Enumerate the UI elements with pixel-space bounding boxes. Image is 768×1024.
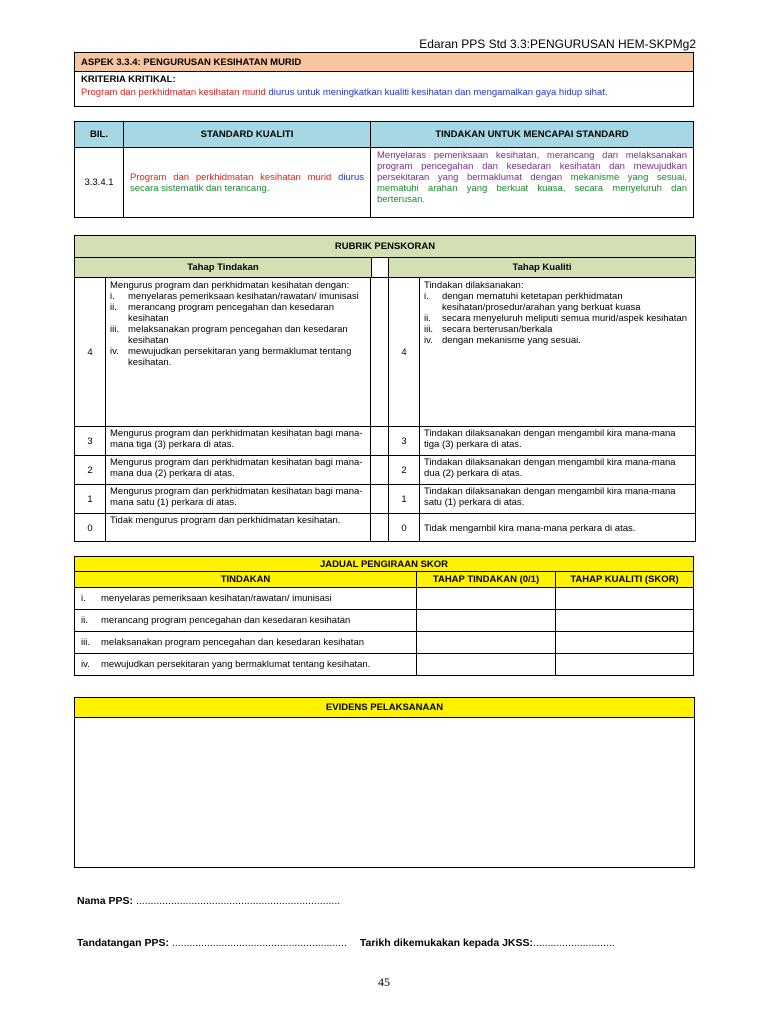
- table-row: [75, 654, 694, 676]
- rubrik-row-0: [75, 514, 695, 542]
- tarikh-field[interactable]: ............................: [533, 937, 615, 949]
- jadual-title: JADUAL PENGIRAAN SKOR: [75, 557, 694, 572]
- jadual-tindakan-cell: iv. mewujudkan persekitaran yang bermaklumat tentang kesihatan.: [75, 654, 417, 676]
- standard-tindakan: Menyelaras pemeriksaan kesihatan, merancang dan melaksanakan program pencegahan dan kesedaran kesihatan dan mewujudkan persekitaran yang bermaklumat dengan mekanisme yang sesuai, mematuhi arahan yang berkuat kuasa, secara menyeluruh dan berterusan.: [371, 148, 694, 218]
- rubrik-score: 4: [389, 278, 420, 426]
- tahap-tindakan-input[interactable]: [417, 610, 556, 632]
- document-header: Edaran PPS Std 3.3:PENGURUSAN HEM-SKPMg2: [419, 37, 696, 51]
- table-row: [75, 610, 694, 632]
- kriteria-label: KRITERIA KRITIKAL:: [81, 74, 176, 85]
- rubrik-row-3: [75, 427, 695, 456]
- col-standard-header: STANDARD KUALITI: [124, 122, 371, 148]
- tahap-tindakan-input[interactable]: [417, 632, 556, 654]
- standard-kualiti: Program dan perkhidmatan kesihatan murid diurus secara sistematik dan terancang.: [124, 148, 371, 218]
- list-item: i. dengan mematuhi ketetapan perkhidmatan kesihatan/prosedur/arahan yang berkuat kuasa: [424, 291, 641, 313]
- rubrik-left-header: Tahap Tindakan: [75, 258, 372, 277]
- col-tindakan-header: TINDAKAN UNTUK MENCAPAI STANDARD: [371, 122, 694, 148]
- kriteria-text: Program dan perkhidmatan kesihatan murid diurus untuk meningkatkan kualiti kesihatan dan mengamalkan gaya hidup sihat.: [81, 87, 608, 98]
- col-bil-header: BIL.: [75, 122, 124, 148]
- standard-bil: 3.3.4.1: [75, 148, 124, 218]
- list-item: iii. melaksanakan program pencegahan dan kesedaran kesihatan: [110, 324, 348, 346]
- rubrik-left-cell: Mengurus program dan perkhidmatan kesihatan bagi mana-mana tiga (3) perkara di atas.: [106, 427, 371, 455]
- rubrik-left-cell: Mengurus program dan perkhidmatan kesihatan dengan: i. menyelaras pemeriksaan kesihatan/rawatan/ imunisasi ii. merancang program pencegahan dan kesedaran kesihatan iii. melaksanakan program pencegahan dan kesedaran kesihatan iv. mewujudkan persekitaran yang bermaklumat tentang kesihatan.: [106, 278, 371, 426]
- jadual-header-tindakan: TINDAKAN: [75, 572, 417, 588]
- jadual-table: [74, 556, 694, 676]
- table-row: [75, 632, 694, 654]
- aspect-title: ASPEK 3.3.4: PENGURUSAN KESIHATAN MURID: [75, 53, 694, 72]
- kriteria-cell: [75, 72, 694, 107]
- list-item: ii. merancang program pencegahan dan kesedaran kesihatan: [110, 302, 334, 324]
- jadual-header-tahap-tindakan: TAHAP TINDAKAN (0/1): [417, 572, 556, 588]
- rubrik-left-cell: Mengurus program dan perkhidmatan kesihatan bagi mana-mana dua (2) perkara di atas.: [106, 456, 371, 484]
- rubrik-left-cell: Tidak mengurus program dan perkhidmatan kesihatan.: [106, 514, 371, 542]
- jadual-tindakan-cell: iii. melaksanakan program pencegahan dan kesedaran kesihatan: [75, 632, 417, 654]
- rubrik-score: 3: [75, 427, 106, 455]
- nama-pps-field[interactable]: ......................................................................: [135, 895, 341, 907]
- tahap-kualiti-input[interactable]: [556, 610, 694, 632]
- jadual-header-tahap-kualiti: TAHAP KUALITI (SKOR): [556, 572, 694, 588]
- rubrik-row-2: [75, 456, 695, 485]
- tahap-kualiti-input[interactable]: [556, 588, 694, 610]
- rubrik-right-cell: Tindakan dilaksanakan dengan mengambil kira mana-mana satu (1) perkara di atas.: [424, 486, 676, 508]
- jadual-tindakan-cell: ii. merancang program pencegahan dan kesedaran kesihatan: [75, 610, 417, 632]
- evidens-title: EVIDENS PELAKSANAAN: [75, 698, 694, 718]
- table-row: [75, 588, 694, 610]
- rubrik-left-cell: Mengurus program dan perkhidmatan kesihatan bagi mana-mana satu (1) perkara di atas.: [106, 485, 371, 513]
- rubrik-right-cell: Tindakan dilaksanakan dengan mengambil kira mana-mana dua (2) perkara di atas.: [424, 457, 676, 479]
- rubrik-score: 2: [75, 456, 106, 484]
- rubrik-right-header: Tahap Kualiti: [389, 258, 695, 277]
- signature-line: Tandatangan PPS: ............................................................ Tarikh dikemukakan kepada JKSS:............................: [77, 937, 615, 949]
- rubrik-score: 1: [389, 485, 420, 513]
- rubrik-title: RUBRIK PENSKORAN: [75, 236, 695, 258]
- tahap-tindakan-input[interactable]: [417, 654, 556, 676]
- list-item: i. menyelaras pemeriksaan kesihatan/rawatan/ imunisasi: [110, 291, 359, 302]
- evidens-box: [74, 697, 695, 868]
- list-item: iv. mewujudkan persekitaran yang bermaklumat tentang kesihatan.: [110, 346, 352, 368]
- list-item: iv. dengan mekanisme yang sesuai.: [424, 335, 581, 346]
- rubrik-score: 4: [75, 278, 106, 426]
- rubrik-right-cell: Tindakan dilaksanakan dengan mengambil kira mana-mana tiga (3) perkara di atas.: [424, 428, 676, 450]
- rubrik-score: 1: [75, 485, 106, 513]
- rubrik-row-1: [75, 485, 695, 514]
- list-item: ii. secara menyeluruh meliputi semua murid/aspek kesihatan: [424, 313, 688, 324]
- rubrik-row-4: [75, 278, 695, 427]
- rubrik-score: 3: [389, 427, 420, 455]
- rubrik-right-cell: Tidak mengambil kira mana-mana perkara di atas.: [424, 522, 636, 534]
- rubrik-right-list: [424, 291, 691, 346]
- jadual-tindakan-cell: i. menyelaras pemeriksaan kesihatan/rawatan/ imunisasi: [75, 588, 417, 610]
- tahap-tindakan-input[interactable]: [417, 588, 556, 610]
- rubrik-box: [74, 235, 696, 542]
- standard-table: [74, 121, 694, 218]
- rubrik-score: 2: [389, 456, 420, 484]
- rubrik-left-list: [110, 291, 366, 368]
- nama-pps-line: Nama PPS: ......................................................................: [77, 895, 341, 907]
- rubrik-score: 0: [75, 514, 106, 542]
- page-number: 45: [378, 975, 390, 989]
- tahap-kualiti-input[interactable]: [556, 654, 694, 676]
- tahap-kualiti-input[interactable]: [556, 632, 694, 654]
- list-item: iii. secara berterusan/berkala: [424, 324, 553, 335]
- rubrik-score: 0: [389, 514, 420, 542]
- evidens-content-area[interactable]: [75, 718, 694, 866]
- aspect-table: [74, 52, 694, 107]
- tandatangan-field[interactable]: ............................................................: [171, 937, 347, 949]
- rubrik-right-cell: Tindakan dilaksanakan: i. dengan mematuhi ketetapan perkhidmatan kesihatan/prosedur/arahan yang berkuat kuasa ii. secara menyeluruh meliputi semua murid/aspek kesihatan iii. secara berterusan/berkala iv. dengan mekanisme yang sesuai.: [420, 278, 695, 426]
